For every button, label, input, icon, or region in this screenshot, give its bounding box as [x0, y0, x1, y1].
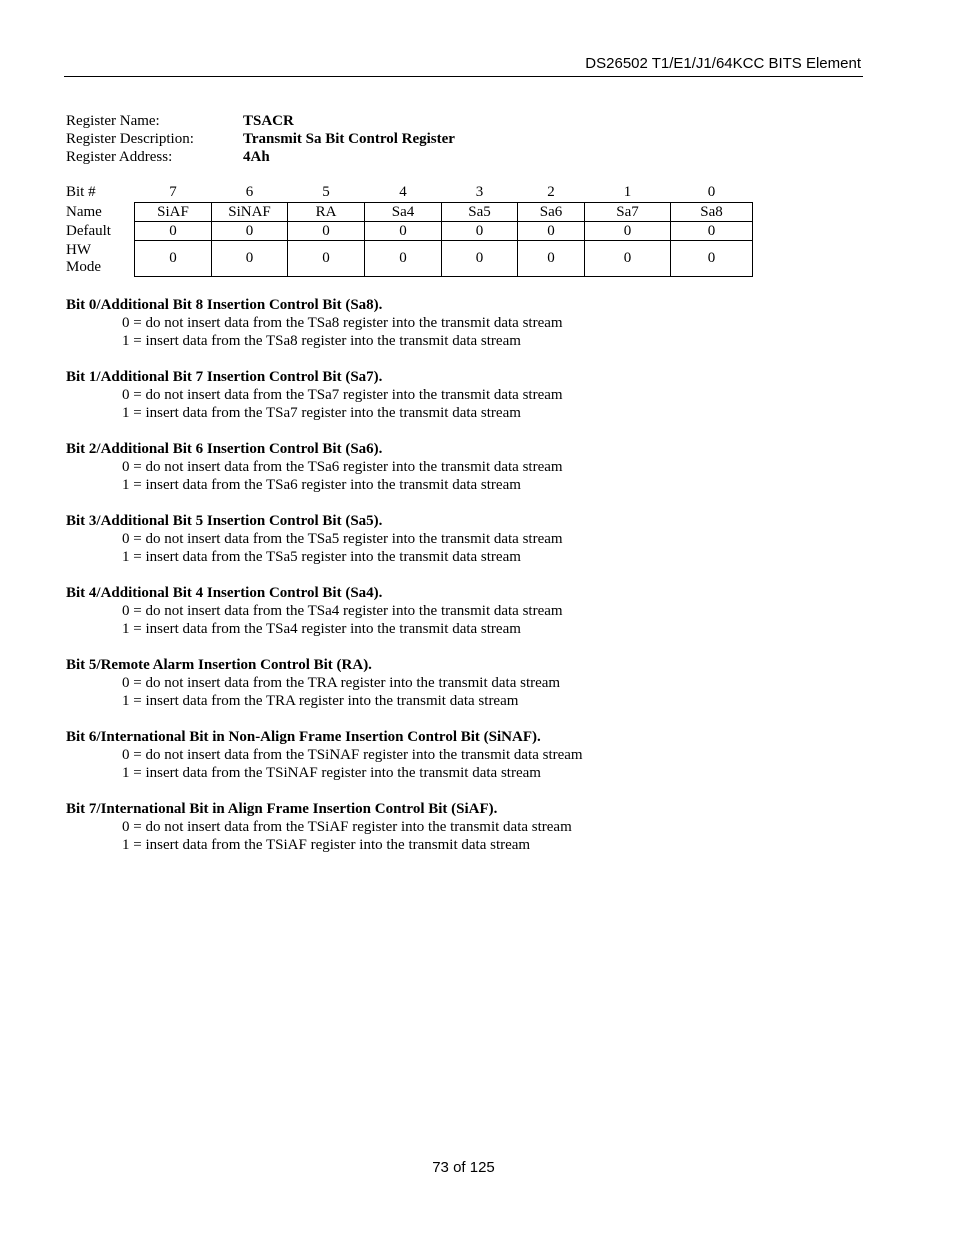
bit-description-title: Bit 5/Remote Alarm Insertion Control Bit (RA). — [66, 657, 372, 673]
page-number: 73 of 125 — [432, 1159, 495, 1176]
bit-hw-mode-cell: 0 — [442, 241, 518, 277]
register-info — [66, 112, 455, 166]
bit-description-siaf — [66, 800, 583, 854]
bit-default-cell: 0 — [518, 222, 585, 241]
bit-description-value-0: 0 = do not insert data from the TSa4 register into the transmit data stream — [122, 603, 563, 619]
bit-number-row — [66, 183, 753, 203]
bit-description-sa4 — [66, 584, 583, 638]
register-description-row — [66, 130, 455, 148]
bit-name-cell: Sa8 — [671, 203, 753, 222]
bit-description-value-1: 1 = insert data from the TRA register into the transmit data stream — [122, 693, 519, 709]
bit-description-value-0: 0 = do not insert data from the TRA register into the transmit data stream — [122, 675, 561, 691]
bit-description-sa6 — [66, 440, 583, 494]
bit-default-label: Default — [66, 222, 111, 239]
bit-number: 6 — [245, 184, 254, 200]
bit-description-value-0: 0 = do not insert data from the TSa6 register into the transmit data stream — [122, 459, 563, 475]
register-name-value: TSACR — [243, 113, 294, 129]
bit-default-cell: 0 — [585, 222, 671, 241]
register-bit-table — [66, 183, 753, 277]
register-description-value: Transmit Sa Bit Control Register — [243, 131, 455, 147]
bit-description-title: Bit 7/International Bit in Align Frame Insertion Control Bit (SiAF). — [66, 801, 498, 817]
bit-description-value-1: 1 = insert data from the TSa5 register into the transmit data stream — [122, 549, 521, 565]
bit-name-label: Name — [66, 203, 102, 220]
bit-hw-mode-cell: 0 — [671, 241, 753, 277]
bit-name-cell: RA — [288, 203, 365, 222]
bit-description-value-1: 1 = insert data from the TSiNAF register into the transmit data stream — [122, 765, 541, 781]
register-address-label: Register Address: — [66, 149, 173, 165]
bit-hw-mode-row — [66, 241, 753, 277]
register-address-row — [66, 148, 455, 166]
bit-number: 1 — [623, 184, 632, 200]
bit-description-value-1: 1 = insert data from the TSa7 register into the transmit data stream — [122, 405, 521, 421]
bit-name-cell: Sa6 — [518, 203, 585, 222]
bit-number-label: Bit # — [66, 184, 96, 201]
bit-hw-mode-cell: 0 — [135, 241, 212, 277]
bit-description-title: Bit 0/Additional Bit 8 Insertion Control Bit (Sa8). — [66, 297, 383, 313]
bit-description-ra — [66, 656, 583, 710]
bit-default-cell: 0 — [288, 222, 365, 241]
header-divider — [64, 76, 863, 77]
register-address-value: 4Ah — [243, 149, 270, 165]
hw-label-line: HW — [66, 241, 91, 258]
bit-name-cell: Sa7 — [585, 203, 671, 222]
bit-number: 2 — [547, 184, 555, 200]
bit-description-title: Bit 4/Additional Bit 4 Insertion Control Bit (Sa4). — [66, 585, 383, 601]
bit-hw-mode-cell: 0 — [365, 241, 442, 277]
bit-description-value-0: 0 = do not insert data from the TSa8 register into the transmit data stream — [122, 315, 563, 331]
register-name-label: Register Name: — [66, 113, 160, 129]
bit-default-row — [66, 222, 753, 241]
bit-description-value-1: 1 = insert data from the TSa6 register into the transmit data stream — [122, 477, 521, 493]
bit-name-cell: Sa4 — [365, 203, 442, 222]
bit-descriptions — [66, 296, 583, 872]
bit-name-cell: SiNAF — [212, 203, 288, 222]
bit-description-sinaf — [66, 728, 583, 782]
bit-description-sa7 — [66, 368, 583, 422]
bit-default-cell: 0 — [135, 222, 212, 241]
document-header-title: DS26502 T1/E1/J1/64KCC BITS Element — [585, 55, 861, 72]
bit-hw-mode-cell: 0 — [212, 241, 288, 277]
bit-number: 7 — [169, 184, 177, 200]
bit-default-cell: 0 — [212, 222, 288, 241]
bit-name-cell: SiAF — [135, 203, 212, 222]
bit-number: 0 — [707, 184, 716, 200]
bit-name-row — [66, 203, 753, 222]
bit-description-sa8 — [66, 296, 583, 350]
bit-hw-mode-cell: 0 — [288, 241, 365, 277]
bit-description-value-1: 1 = insert data from the TSiAF register into the transmit data stream — [122, 837, 531, 853]
register-description-label: Register Description: — [66, 131, 194, 147]
bit-description-value-0: 0 = do not insert data from the TSiAF register into the transmit data stream — [122, 819, 572, 835]
bit-description-title: Bit 2/Additional Bit 6 Insertion Control Bit (Sa6). — [66, 441, 383, 457]
bit-number: 3 — [475, 184, 484, 200]
bit-number: 4 — [399, 184, 407, 200]
bit-hw-mode-cell: 0 — [585, 241, 671, 277]
bit-description-sa5 — [66, 512, 583, 566]
bit-description-value-0: 0 = do not insert data from the TSa5 register into the transmit data stream — [122, 531, 563, 547]
bit-description-title: Bit 3/Additional Bit 5 Insertion Control Bit (Sa5). — [66, 513, 383, 529]
bit-hw-mode-cell: 0 — [518, 241, 585, 277]
bit-default-cell: 0 — [442, 222, 518, 241]
bit-default-cell: 0 — [365, 222, 442, 241]
bit-description-value-1: 1 = insert data from the TSa4 register into the transmit data stream — [122, 621, 521, 637]
bit-default-cell: 0 — [671, 222, 753, 241]
bit-description-title: Bit 6/International Bit in Non-Align Frame Insertion Control Bit (SiNAF). — [66, 729, 541, 745]
bit-description-title: Bit 1/Additional Bit 7 Insertion Control Bit (Sa7). — [66, 369, 383, 385]
mode-label-line: Mode — [66, 258, 101, 275]
bit-description-value-1: 1 = insert data from the TSa8 register into the transmit data stream — [122, 333, 521, 349]
bit-name-cell: Sa5 — [442, 203, 518, 222]
register-name-row — [66, 112, 455, 130]
bit-number: 5 — [322, 184, 330, 200]
bit-hw-mode-label — [66, 241, 135, 277]
bit-description-value-0: 0 = do not insert data from the TSiNAF register into the transmit data stream — [122, 747, 583, 763]
bit-description-value-0: 0 = do not insert data from the TSa7 register into the transmit data stream — [122, 387, 563, 403]
